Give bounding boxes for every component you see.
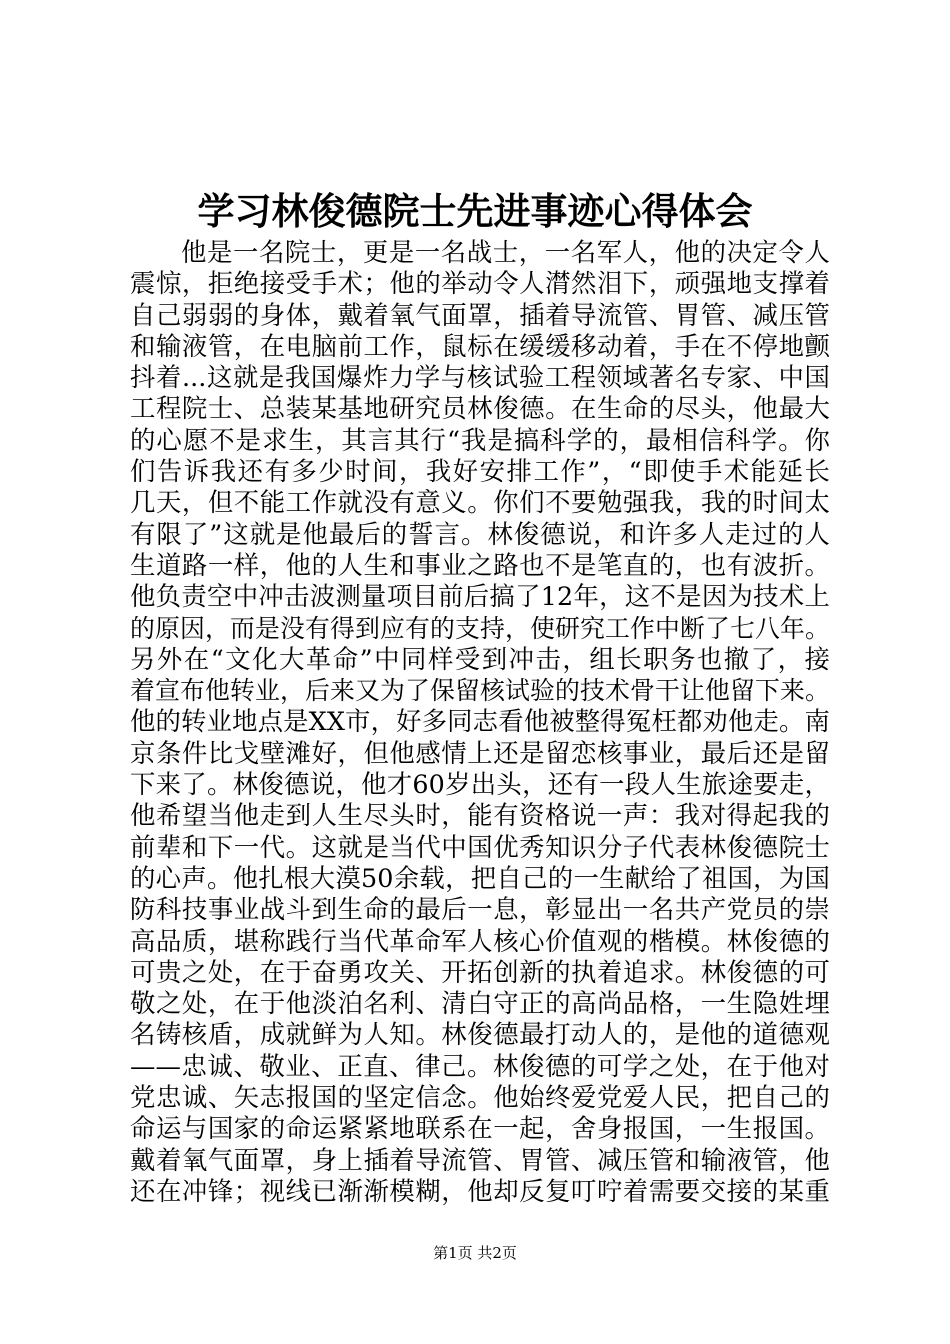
text-line: 敬之处，在于他淡泊名利、清白守正的高尚品格，一生隐姓埋 (130, 988, 830, 1019)
text-line: 自己弱弱的身体，戴着氧气面罩，插着导流管、胃管、减压管 (130, 299, 830, 330)
text-line: 命运与国家的命运紧紧地联系在一起，舍身报国，一生报国。 (130, 1113, 830, 1144)
text-line: 几天，但不能工作就没有意义。你们不要勉强我，我的时间太 (130, 487, 830, 518)
document-title: 学习林俊德院士先进事迹心得体会 (197, 189, 753, 233)
text-line: 名铸核盾，成就鲜为人知。林俊德最打动人的，是他的道德观 (130, 1019, 830, 1050)
text-line: 下来了。林俊德说，他才60岁出头，还有一段人生旅途要走， (130, 769, 830, 800)
text-line: 京条件比戈壁滩好，但他感情上还是留恋核事业，最后还是留 (130, 737, 830, 768)
text-line: 防科技事业战斗到生命的最后一息，彰显出一名共产党员的崇 (130, 894, 830, 925)
text-line: 前辈和下一代。这就是当代中国优秀知识分子代表林俊德院士 (130, 831, 830, 862)
text-line: 还在冲锋；视线已渐渐模糊，他却反复叮咛着需要交接的某重 (130, 1175, 830, 1206)
text-line: 的心声。他扎根大漠50余载，把自己的一生献给了祖国，为国 (130, 862, 830, 893)
text-line: 的原因，而是没有得到应有的支持，使研究工作中断了七八年。 (130, 613, 830, 643)
text-line: 戴着氧气面罩，身上插着导流管、胃管、减压管和输液管，他 (130, 1144, 830, 1175)
text-line: 他负责空中冲击波测量项目前后搞了12年，这不是因为技术上 (130, 581, 830, 612)
page-footer: 第1页 共2页 (433, 1244, 517, 1262)
text-line: ——忠诚、敬业、正直、律己。林俊德的可学之处，在于他对 (130, 1050, 830, 1081)
text-line: 高品质，堪称践行当代革命军人核心价值观的楷模。林俊德的 (130, 925, 830, 956)
text-line: 他的转业地点是XX市，好多同志看他被整得冤枉都劝他走。南 (130, 706, 830, 737)
text-line: 他希望当他走到人生尽头时，能有资格说一声：我对得起我的 (130, 800, 830, 831)
text-line: 抖着...这就是我国爆炸力学与核试验工程领域著名专家、中国 (130, 362, 830, 393)
text-line: 着宣布他转业，后来又为了保留核试验的技术骨干让他留下来。 (130, 676, 830, 706)
text-line: 和输液管，在电脑前工作，鼠标在缓缓移动着，手在不停地颤 (130, 330, 830, 361)
text-line: 党忠诚、矢志报国的坚定信念。他始终爱党爱人民，把自己的 (130, 1082, 830, 1113)
text-line: 震惊，拒绝接受手术；他的举动令人潸然泪下，顽强地支撑着 (130, 268, 830, 299)
document-body (130, 237, 830, 1207)
text-line: 另外在“文化大革命”中同样受到冲击，组长职务也撤了，接 (130, 643, 830, 674)
text-line: 工程院士、总装某基地研究员林俊德。在生命的尽头，他最大 (130, 393, 830, 424)
text-line: 有限了”这就是他最后的誓言。林俊德说，和许多人走过的人 (130, 518, 830, 549)
text-line: 们告诉我还有多少时间，我好安排工作”，“即使手术能延长 (130, 456, 830, 487)
text-line: 的心愿不是求生，其言其行“我是搞科学的，最相信科学。你 (130, 424, 830, 455)
text-line: 他是一名院士，更是一名战士，一名军人，他的决定令人 (181, 237, 830, 267)
text-line: 可贵之处，在于奋勇攻关、开拓创新的执着追求。林俊德的可 (130, 956, 830, 987)
text-line: 生道路一样，他的人生和事业之路也不是笔直的，也有波折。 (130, 549, 830, 580)
